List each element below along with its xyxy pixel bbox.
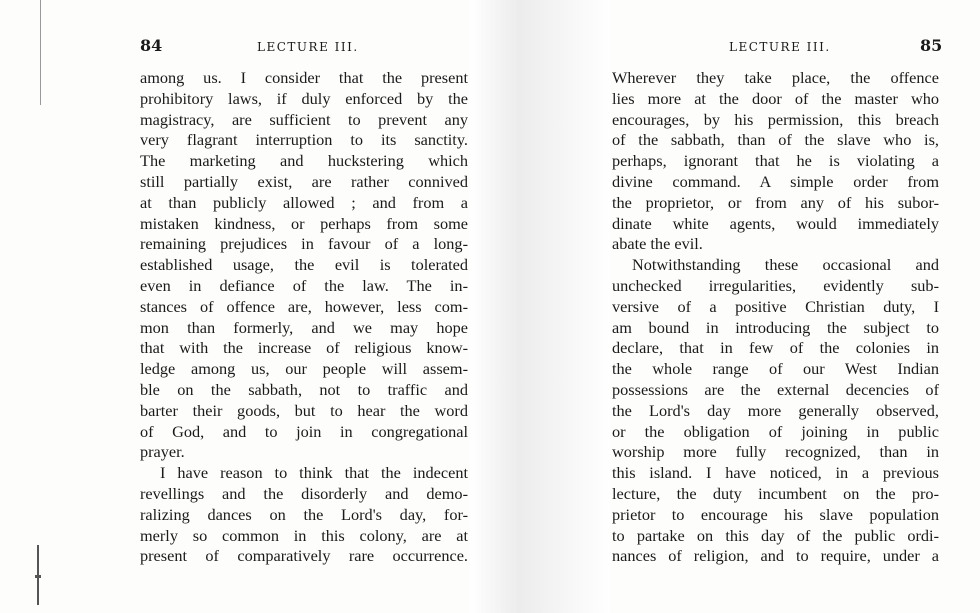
text-line: ble on the sabbath, not to traffic and <box>140 379 468 399</box>
text-line: the whole range of our West Indian <box>612 359 939 379</box>
text-line: prayer. <box>140 442 185 462</box>
scan-edge-mark <box>40 0 41 105</box>
text-line: ledge among us, our people will assem- <box>140 359 468 379</box>
text-line: dinate white agents, would immediately <box>612 213 939 233</box>
text-line: lecture, the duty incumbent on the pro- <box>612 483 939 503</box>
text-line: nances of religion, and to require, under a <box>612 546 939 566</box>
right-page-text <box>612 68 939 567</box>
text-line: to partake on this day of the public ordi- <box>612 525 939 545</box>
text-line: established usage, the evil is tolerated <box>140 255 468 275</box>
text-line: abate the evil. <box>612 234 703 254</box>
text-line: barter their goods, but to hear the word <box>140 400 468 420</box>
text-line: possessions are the external decencies of <box>612 379 939 399</box>
text-line: revellings and the disorderly and demo- <box>140 483 468 503</box>
left-page-text <box>140 68 468 567</box>
page-number-right: 85 <box>920 36 943 55</box>
text-line: merly so common in this colony, are at <box>140 525 468 545</box>
text-line: prietor to encourage his slave population <box>612 504 939 524</box>
text-line: even in defiance of the law. The in- <box>140 275 468 295</box>
scan-edge-mark <box>35 575 41 578</box>
text-line: magistracy, are sufficient to prevent any <box>140 109 468 129</box>
text-line: very flagrant interruption to its sanctity. <box>140 130 468 150</box>
text-line: stances of offence are, however, less com- <box>140 296 468 316</box>
text-line: the Lord's day more generally observed, <box>612 400 939 420</box>
text-line: encourages, by his permission, this breach <box>612 109 939 129</box>
text-line: prohibitory laws, if duly enforced by the <box>140 88 468 108</box>
text-line: still partially exist, are rather connived <box>140 171 468 191</box>
text-line: lies more at the door of the master who <box>612 88 939 108</box>
text-line: at than publicly allowed ; and from a <box>140 192 468 212</box>
text-line: versive of a positive Christian duty, I <box>612 296 939 316</box>
text-line: ralizing dances on the Lord's day, for- <box>140 504 468 524</box>
text-line: unchecked irregularities, evidently sub- <box>612 275 939 295</box>
text-line: The marketing and huckstering which <box>140 151 468 171</box>
text-line: perhaps, ignorant that he is violating a <box>612 151 939 171</box>
text-line: declare, that in few of the colonies in <box>612 338 939 358</box>
text-line: among us. I consider that the present <box>140 68 468 87</box>
text-line: this island. I have noticed, in a previous <box>612 463 939 483</box>
text-line: mon than formerly, and we may hope <box>140 317 468 337</box>
text-line: remaining prejudices in favour of a long- <box>140 234 468 254</box>
running-head-right: LECTURE III. <box>729 40 831 54</box>
text-line: Notwithstanding these occasional and <box>632 255 939 275</box>
text-line: I have reason to think that the indecent <box>160 463 468 483</box>
text-line: of God, and to join in congregational <box>140 421 468 441</box>
text-line: present of comparatively rare occurrence. <box>140 546 468 566</box>
page-number-left: 84 <box>140 36 163 55</box>
text-line: the proprietor, or from any of his subor- <box>612 192 939 212</box>
text-line: or the obligation of joining in public <box>612 421 939 441</box>
text-line: of the sabbath, than of the slave who is, <box>612 130 939 150</box>
book-gutter <box>470 0 610 613</box>
running-head-left: LECTURE III. <box>257 40 359 54</box>
text-line: Wherever they take place, the offence <box>612 68 939 87</box>
text-line: am bound in introducing the subject to <box>612 317 939 337</box>
text-line: divine command. A simple order from <box>612 171 939 191</box>
text-line: that with the increase of religious know- <box>140 338 468 358</box>
text-line: mistaken kindness, or perhaps from some <box>140 213 468 233</box>
text-line: worship more fully recognized, than in <box>612 442 939 462</box>
